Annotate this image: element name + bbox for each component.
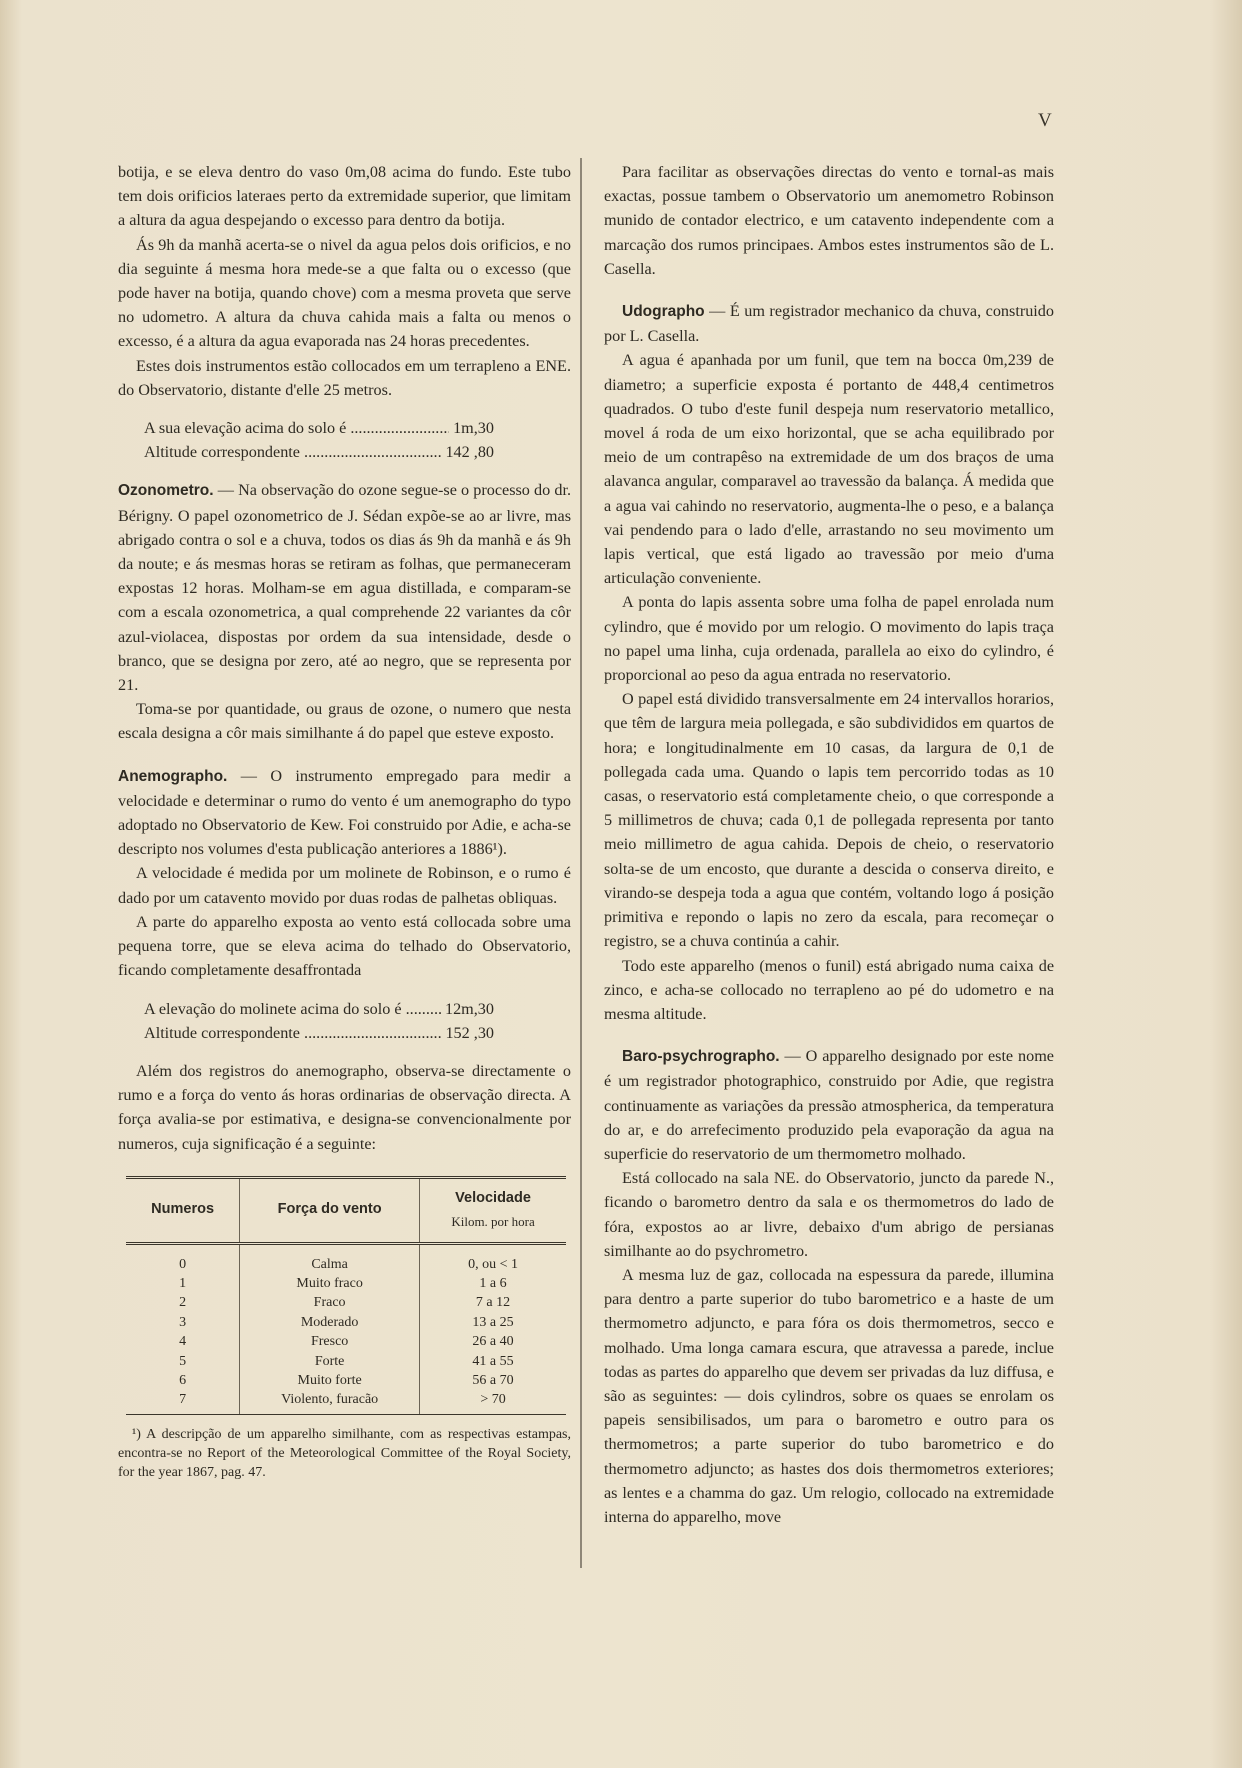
table-header-label: Velocidade bbox=[455, 1189, 531, 1206]
section-heading: Ozonometro. bbox=[118, 482, 214, 500]
table-cell: Muito fraco bbox=[240, 1274, 420, 1293]
measurement-list bbox=[144, 997, 494, 1045]
paragraph: O papel está dividido transversalmente em 24 intervallos horarios, que têm de largura meia pollegada, e são subdivididos em quartos de hora; e longitudinalmente em 10 casas, da largura de 0,1 de pollegada cada uma. Quando o lapis tem percorrido todas as 10 casas, o reservatorio está completamente cheio, o que corresponde a 5 millimetros de chuva; cada 0,1 de pollegada representa por tanto meio millimetro de agua cahida. Depois de cheio, o reservatorio solta-se de um encosto, que durante a descida o conserva direito, e virando-se despeja toda a agua que contém, voltando logo á posição primitiva e repondo o lapis no zero da escala, para recomeçar o registro, se a chuva continúa a cahir. bbox=[604, 690, 1054, 951]
paragraph: A parte do apparelho exposta ao vento está collocada sobre uma pequena torre, que se eleva acima do telhado do Observatorio, ficando completamente desaffrontada bbox=[118, 912, 571, 980]
footnote: ¹) A descripção de um apparelho similhante, com as respectivas estampas, encontra-se no Report of the Meteorological Committee of the Royal Society, for the year 1867, pag. 47. bbox=[118, 1426, 571, 1480]
measurement-list bbox=[144, 416, 494, 464]
measurement-label: Altitude correspondente ..... bbox=[144, 1021, 441, 1045]
table-row bbox=[126, 1274, 566, 1293]
measurement-row bbox=[144, 1021, 494, 1045]
table-cell: 0 bbox=[179, 1256, 187, 1272]
paragraph: Toma-se por quantidade, ou graus de ozone, o numero que nesta escala designa a côr mais similhante á do papel que esteve exposto. bbox=[118, 700, 571, 743]
table-subheader: Kilom. por hora bbox=[451, 1214, 535, 1230]
table-row bbox=[126, 1293, 566, 1312]
table-cell: Calma bbox=[240, 1243, 420, 1274]
paragraph-text: — É um registrador mechanico da chuva, construido por L. Casella. bbox=[604, 302, 1054, 346]
table-cell: Violento, furacão bbox=[240, 1390, 420, 1414]
measurement-row bbox=[144, 416, 494, 440]
paragraph-text: — Na observação do ozone segue-se o processo do dr. Bérigny. O papel ozonometrico de J. Sédan expõe-se ao ar livre, mas abrigado contra o sol e a chuva, todos os dias ás 9h da manhã e ás 9h da noute; e ás mesmas horas se retiram as folhas, que permaneceram expostas 12 horas. Molham-se em agua distillada, e comparam-se com a escala ozonometrica, a qual comprehende 22 variantes da côr azul-violacea, dispostas por ordem da sua intensidade, desde o branco, que se designa por zero, até ao negro, que se representa por 21. bbox=[118, 481, 571, 695]
measurement-value: 12m,30 bbox=[444, 999, 494, 1018]
table-cell: Fraco bbox=[240, 1293, 420, 1312]
section-anemographo bbox=[118, 764, 571, 862]
paragraph: botija, e se eleva dentro do vaso 0m,08 acima do fundo. Este tubo tem dois orificios lateraes perto da extremidade superior, que limitam a altura da agua despejando o excesso para dentro da botija. bbox=[118, 163, 571, 230]
table-cell: Fresco bbox=[240, 1332, 420, 1351]
measurement-label: Altitude correspondente ..... bbox=[144, 440, 441, 464]
table-cell: 1 a 6 bbox=[420, 1274, 566, 1293]
table-header: Numeros bbox=[126, 1177, 240, 1243]
wind-force-table bbox=[126, 1176, 566, 1415]
table-cell: 56 a 70 bbox=[420, 1371, 566, 1390]
table-cell: 7 bbox=[126, 1390, 240, 1414]
table-cell: 13 a 25 bbox=[420, 1313, 566, 1332]
table-row bbox=[126, 1243, 566, 1274]
table-header bbox=[420, 1177, 566, 1243]
measurement-value: 142 ,80 bbox=[445, 443, 494, 462]
table-cell: Muito forte bbox=[240, 1371, 420, 1390]
measurement-label: A sua elevação acima do solo é ..... bbox=[144, 416, 449, 440]
measurement-value: 1m,30 bbox=[453, 419, 494, 438]
left-column bbox=[118, 160, 571, 1482]
table-row bbox=[126, 1332, 566, 1351]
section-ozonometro bbox=[118, 478, 571, 697]
paragraph: A mesma luz de gaz, collocada na espessura da parede, illumina para dentro a parte superior do tubo barometrico e a haste de um thermometro adjuncto, e para fóra os dois thermometros, secco e molhado. Uma longa camara escura, que atravessa a parede, inclue todas as partes do apparelho que devem ser privadas da luz diffusa, e são as seguintes: — dois cylindros, sobre os quaes se enrolam os papeis sensibilisados, um para o barometro e outro para os thermometros; a parte superior do tubo barometrico e do thermometro adjuncto; as hastes dos dois thermometros exteriores; as lentes e a chamma do gaz. Um relogio, collocado na extremidade interna do apparelho, move bbox=[604, 1265, 1054, 1526]
table-row bbox=[126, 1371, 566, 1390]
right-column bbox=[604, 160, 1054, 1529]
table-cell: 6 bbox=[179, 1372, 187, 1388]
table-cell: 4 bbox=[179, 1334, 187, 1350]
table-cell: > 70 bbox=[420, 1390, 566, 1414]
table-row bbox=[126, 1313, 566, 1332]
table-header: Força do vento bbox=[240, 1177, 420, 1243]
section-heading: Anemographo. bbox=[118, 767, 228, 785]
table-cell: 41 a 55 bbox=[420, 1352, 566, 1371]
table-cell: Forte bbox=[240, 1352, 420, 1371]
table-cell: 0, ou < 1 bbox=[420, 1243, 566, 1274]
paragraph-text: — O apparelho designado por este nome é um registrador photographico, construido por Adie, que registra continuamente as variações da pressão atmospherica, da temperatura do ar, e do arrefecimento produzido pela evaporação da agua na superficie do reservatorio de um thermometro molhado. bbox=[604, 1047, 1054, 1163]
paragraph: Todo este apparelho (menos o funil) está abrigado numa caixa de zinco, e acha-se collocado no terrapleno ao pé do udometro e na mesma altitude. bbox=[604, 956, 1054, 1023]
column-divider bbox=[580, 158, 582, 1568]
paragraph: A ponta do lapis assenta sobre uma folha de papel enrolada num cylindro, que é movido por um relogio. O movimento do lapis traça no papel uma linha, cuja ordenada, parallela ao eixo do cylindro, é proporcional ao peso da agua entrada no reservatorio. bbox=[604, 593, 1054, 685]
table-row bbox=[126, 1352, 566, 1371]
section-udographo bbox=[604, 299, 1054, 348]
measurement-row bbox=[144, 440, 494, 464]
table-row bbox=[126, 1390, 566, 1414]
table-cell: 7 a 12 bbox=[420, 1293, 566, 1312]
paragraph: Para facilitar as observações directas do vento e tornal-as mais exactas, possue tambem o Observatorio um anemometro Robinson munido de contador electrico, e um catavento independente com a marcação dos rumos principaes. Ambos estes instrumentos são de L. Casella. bbox=[604, 163, 1054, 278]
table-cell: 3 bbox=[179, 1314, 187, 1330]
paragraph: Ás 9h da manhã acerta-se o nivel da agua pelos dois orificios, e no dia seguinte á mesma hora mede-se a que falta ou o excesso (que pode haver na botija, quando chove) com a mesma proveta que serve no udometro. A altura da chuva cahida mais a falta ou menos o excesso, é a altura da agua evaporada nas 24 horas precedentes. bbox=[118, 235, 571, 351]
paragraph: A velocidade é medida por um molinete de Robinson, e o rumo é dado por um catavento movido por duas rodas de palhetas obliquas. bbox=[118, 864, 571, 907]
table-cell: Moderado bbox=[240, 1313, 420, 1332]
paragraph-text: — O instrumento empregado para medir a velocidade e determinar o rumo do vento é um anemographo do typo adoptado no Observatorio de Kew. Foi construido por Adie, e acha-se descripto nos volumes d'esta publicação anteriores a 1886¹). bbox=[118, 766, 571, 859]
paragraph: Além dos registros do anemographo, observa-se directamente o rumo e a força do vento ás horas ordinarias de observação directa. A força avalia-se por estimativa, e designa-se convencionalmente por numeros, cuja significação é a seguinte: bbox=[118, 1061, 571, 1153]
paragraph: A agua é apanhada por um funil, que tem na bocca 0m,239 de diametro; a superficie exposta é portanto de 448,4 centimetros quadrados. O tubo d'este funil despeja num reservatorio metallico, movel á roda de um eixo horizontal, que se acha equilibrado por meio de um contrapêso na extremidade de um dos braços de uma alavanca angular, comparavel ao travessão da balança. Á medida que a agua vai cahindo no reservatorio, augmenta-lhe o peso, e a balança vai pendendo para o lado d'elle, arrastando no seu movimento um lapis vertical, que está ligado ao travessão por meio d'uma articulação conveniente. bbox=[604, 351, 1054, 588]
measurement-label: A elevação do molinete acima do solo é ..... bbox=[144, 997, 441, 1021]
table-cell: 26 a 40 bbox=[420, 1332, 566, 1351]
paragraph: Estes dois instrumentos estão collocados em um terrapleno a ENE. do Observatorio, distante d'elle 25 metros. bbox=[118, 356, 571, 399]
section-heading: Baro-psychrographo. bbox=[622, 1048, 780, 1066]
table-cell: 2 bbox=[179, 1295, 187, 1311]
section-baro-psychrographo bbox=[604, 1044, 1054, 1166]
table-cell: 1 bbox=[179, 1275, 187, 1291]
measurement-value: 152 ,30 bbox=[445, 1023, 494, 1042]
measurement-row bbox=[144, 997, 494, 1021]
paragraph: Está collocado na sala NE. do Observatorio, juncto da parede N., ficando o barometro dentro da sala e os thermometros do lado de fóra, expostos ao ar livre, debaixo d'um abrigo de persianas similhante ao do psychrometro. bbox=[604, 1169, 1054, 1260]
section-heading: Udographo bbox=[622, 303, 705, 321]
page-number: V bbox=[1038, 110, 1052, 131]
table-cell: 5 bbox=[179, 1353, 187, 1369]
